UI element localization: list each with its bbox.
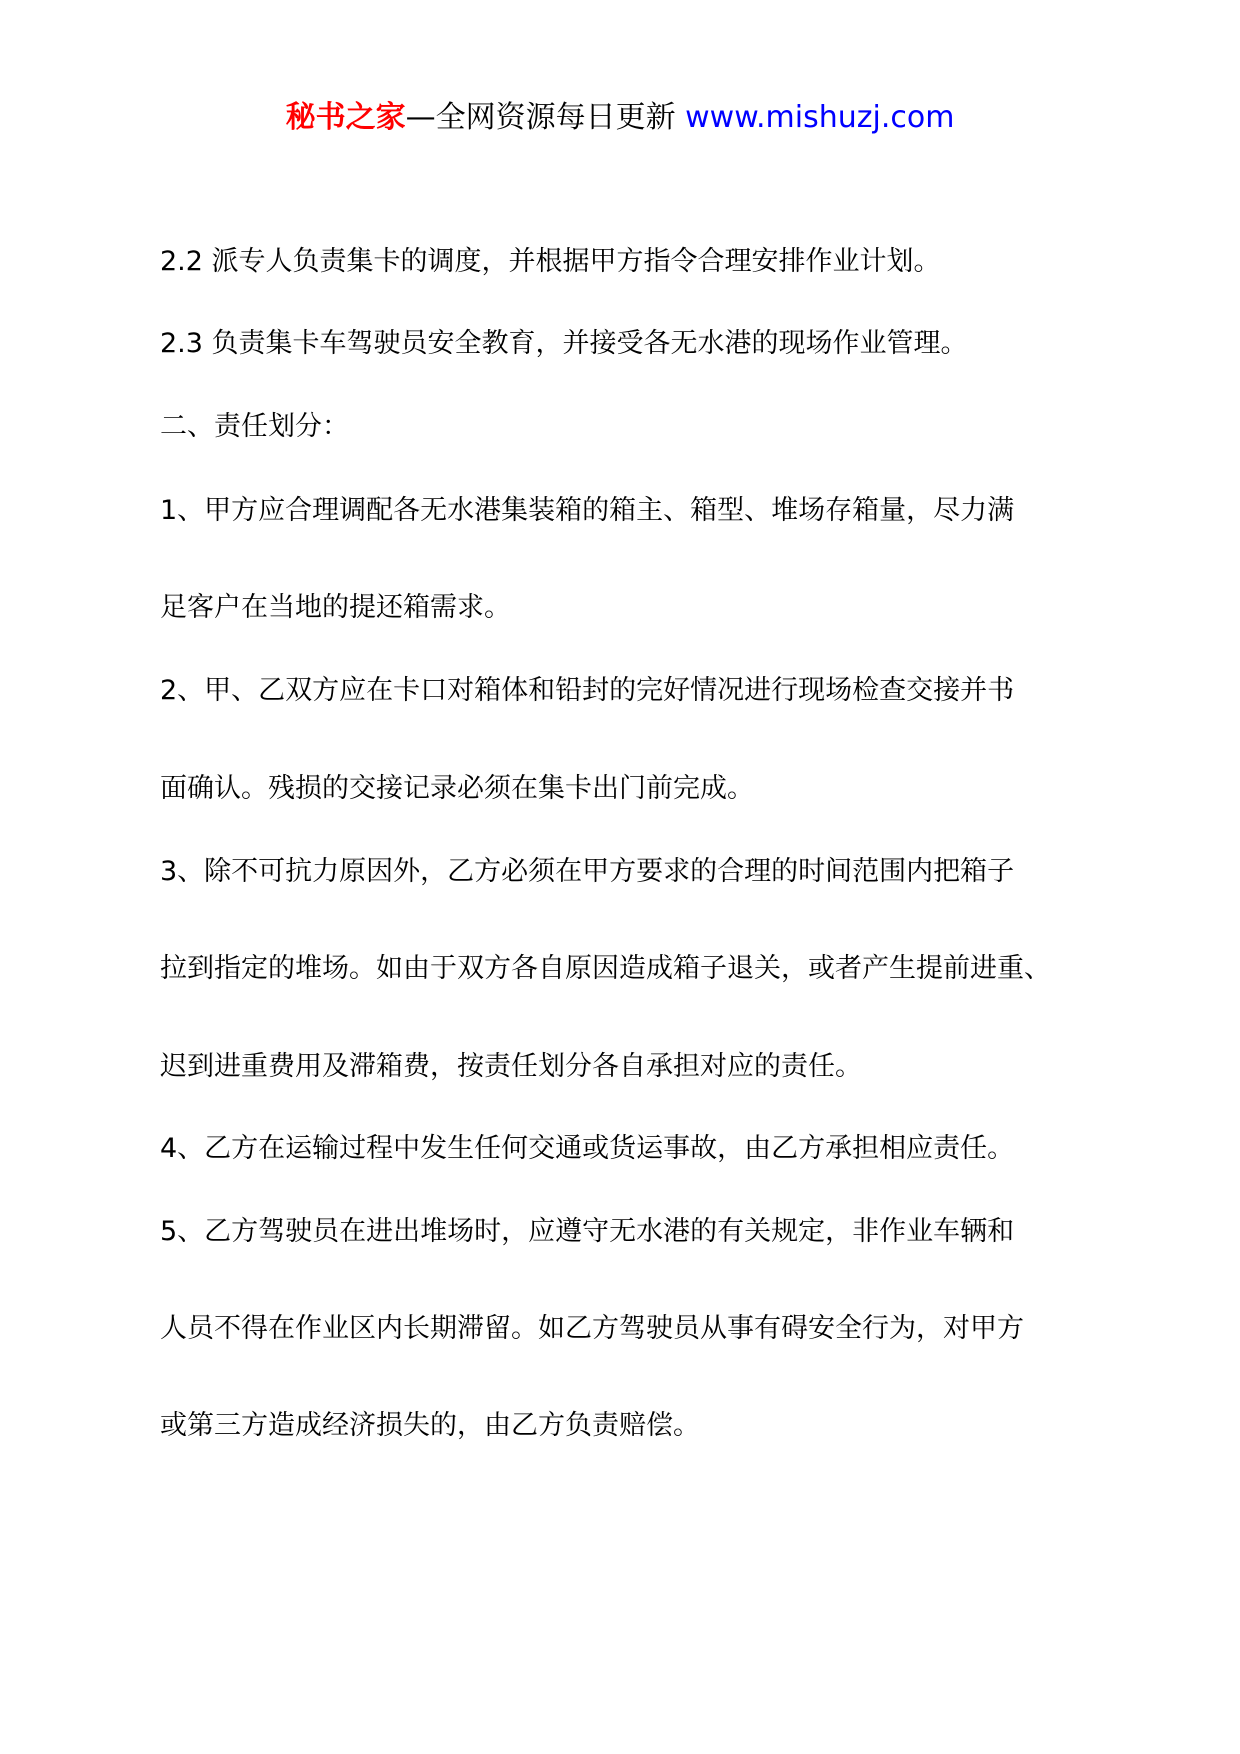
text-line: 4、乙方在运输过程中发生任何交通或货运事故，由乙方承担相应责任。 [160,1133,1015,1164]
page-header [0,98,1240,138]
text-line: 5、乙方驾驶员在进出堆场时，应遵守无水港的有关规定，非作业车辆和 [160,1216,1015,1247]
text-line: 人员不得在作业区内长期滞留。如乙方驾驶员从事有碍安全行为，对甲方 [160,1313,1024,1344]
brand-name: 秘书之家 [285,100,406,135]
text-line: 2、甲、乙双方应在卡口对箱体和铅封的完好情况进行现场检查交接并书 [160,675,1015,706]
header-tagline: —全网资源每日更新 [405,100,686,135]
text-line: 2.2 派专人负责集卡的调度，并根据甲方指令合理安排作业计划。 [160,246,941,277]
text-line: 2.3 负责集卡车驾驶员安全教育，并接受各无水港的现场作业管理。 [160,328,968,359]
text-line: 足客户在当地的提还箱需求。 [160,592,511,623]
text-line: 或第三方造成经济损失的，由乙方负责赔偿。 [160,1410,700,1441]
text-line: 拉到指定的堆场。如由于双方各自原因造成箱子退关，或者产生提前进重、 [160,953,1051,984]
text-line: 1、甲方应合理调配各无水港集装箱的箱主、箱型、堆场存箱量，尽力满 [160,495,1015,526]
text-line: 3、除不可抗力原因外，乙方必须在甲方要求的合理的时间范围内把箱子 [160,856,1015,887]
text-line: 迟到进重费用及滞箱费，按责任划分各自承担对应的责任。 [160,1051,862,1082]
section-heading: 二、责任划分： [160,411,349,442]
text-line: 面确认。残损的交接记录必须在集卡出门前完成。 [160,773,754,804]
site-url-link[interactable]: www.mishuzj.com [685,100,955,135]
